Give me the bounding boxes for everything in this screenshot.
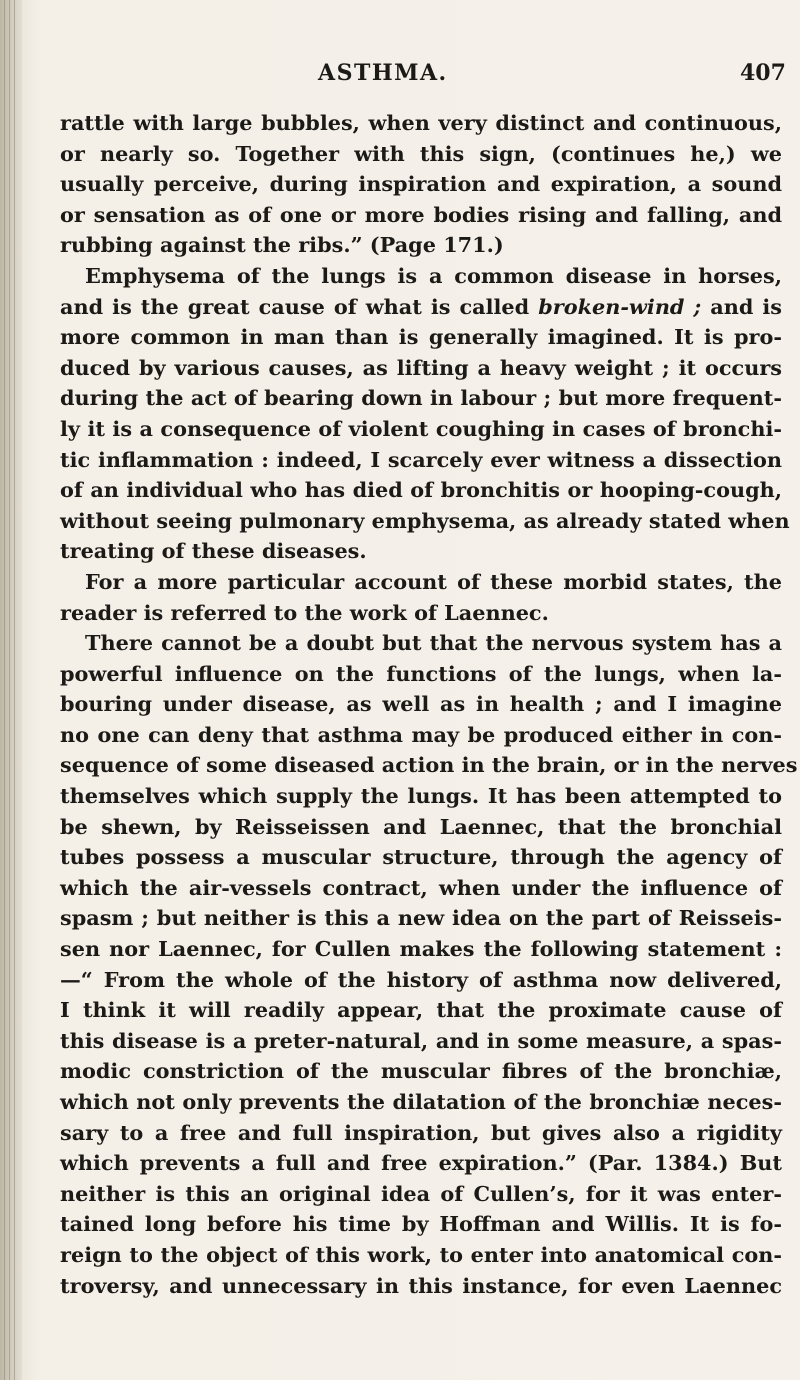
text-line bbox=[60, 292, 782, 323]
text-line: rattle with large bubbles, when very distinct and continuous, bbox=[60, 110, 782, 135]
text-line: sen nor Laennec, for Cullen makes the following statement : bbox=[60, 936, 782, 962]
text-line: of an individual who has died of bronchitis or hooping-cough, bbox=[60, 477, 782, 503]
text-line: or sensation as of one or more bodies rising and falling, and bbox=[60, 201, 782, 227]
text-line: which the air-vessels contract, when under the influence of bbox=[60, 874, 782, 900]
binding-gutter bbox=[0, 0, 22, 1380]
gutter-line bbox=[14, 0, 15, 1380]
text-line: For a more particular account of these morbid states, the bbox=[85, 568, 782, 594]
text-run: and is bbox=[701, 293, 782, 319]
text-line: troversy, and unnecessary in this instance, for even Laennec bbox=[60, 1272, 782, 1298]
body-text bbox=[60, 108, 798, 1301]
text-line: more common in man than is generally imagined. It is pro- bbox=[60, 324, 782, 350]
text-line: themselves which supply the lungs. It has been attempted to bbox=[60, 783, 782, 809]
text-line: There cannot be a doubt but that the nervous system has a bbox=[85, 630, 782, 656]
text-line: this disease is a preter-natural, and in some measure, a spas- bbox=[60, 1027, 782, 1053]
text-line: —“ From the whole of the history of asthma now delivered, bbox=[60, 966, 782, 992]
text-line: tic inflammation : indeed, I scarcely ever witness a dissection bbox=[60, 446, 782, 472]
text-line: which prevents a full and free expiration.” (Par. 1384.) But bbox=[60, 1150, 782, 1176]
text-line: tubes possess a muscular structure, through the agency of bbox=[60, 844, 782, 870]
text-line: reader is referred to the work of Laennec. bbox=[60, 599, 549, 625]
text-line: usually perceive, during inspiration and expiration, a sound bbox=[60, 171, 782, 197]
text-line: neither is this an original idea of Cullen’s, for it was enter- bbox=[60, 1180, 782, 1206]
text-line: Emphysema of the lungs is a common disease in horses, bbox=[85, 262, 782, 288]
text-line: powerful influence on the functions of the lungs, when la- bbox=[60, 660, 782, 686]
italic-term: broken-wind ; bbox=[538, 293, 702, 319]
text-line: tained long before his time by Hoffman and Willis. It is fo- bbox=[60, 1211, 782, 1237]
text-line: rubbing against the ribs.” (Page 171.) bbox=[60, 232, 504, 258]
text-line: which not only prevents the dilatation of the bronchiæ neces- bbox=[60, 1089, 782, 1114]
text-line: bouring under disease, as well as in health ; and I imagine bbox=[60, 691, 782, 717]
text-line: modic constriction of the muscular fibres of the bronchiæ, bbox=[60, 1058, 782, 1084]
gutter-line bbox=[9, 0, 10, 1380]
text-line: I think it will readily appear, that the proximate cause of bbox=[60, 997, 782, 1023]
text-line: reign to the object of this work, to enter into anatomical con- bbox=[60, 1241, 782, 1267]
text-line: sequence of some diseased action in the brain, or in the nerves bbox=[60, 752, 798, 778]
text-line: without seeing pulmonary emphysema, as already stated when bbox=[60, 507, 790, 533]
text-line: duced by various causes, as lifting a heavy weight ; it occurs bbox=[60, 354, 782, 380]
text-line: spasm ; but neither is this a new idea on the part of Reisseis- bbox=[60, 905, 782, 931]
text-line: during the act of bearing down in labour ; but more frequent- bbox=[60, 385, 782, 411]
text-line: be shewn, by Reisseissen and Laennec, that the bronchial bbox=[60, 813, 782, 839]
page-number: 407 bbox=[740, 60, 786, 86]
text-line: sary to a free and full inspiration, but gives also a rigidity bbox=[60, 1119, 782, 1145]
running-head: ASTHMA. bbox=[318, 60, 448, 86]
text-line: ly it is a consequence of violent coughing in cases of bronchi- bbox=[60, 415, 782, 441]
text-line: no one can deny that asthma may be produced either in con- bbox=[60, 721, 782, 747]
page-header bbox=[0, 60, 800, 100]
text-line: or nearly so. Together with this sign, (continues he,) we bbox=[60, 140, 782, 166]
gutter-line bbox=[4, 0, 5, 1380]
text-run: and is the great cause of what is called bbox=[60, 293, 539, 319]
text-line: treating of these diseases. bbox=[60, 538, 367, 564]
